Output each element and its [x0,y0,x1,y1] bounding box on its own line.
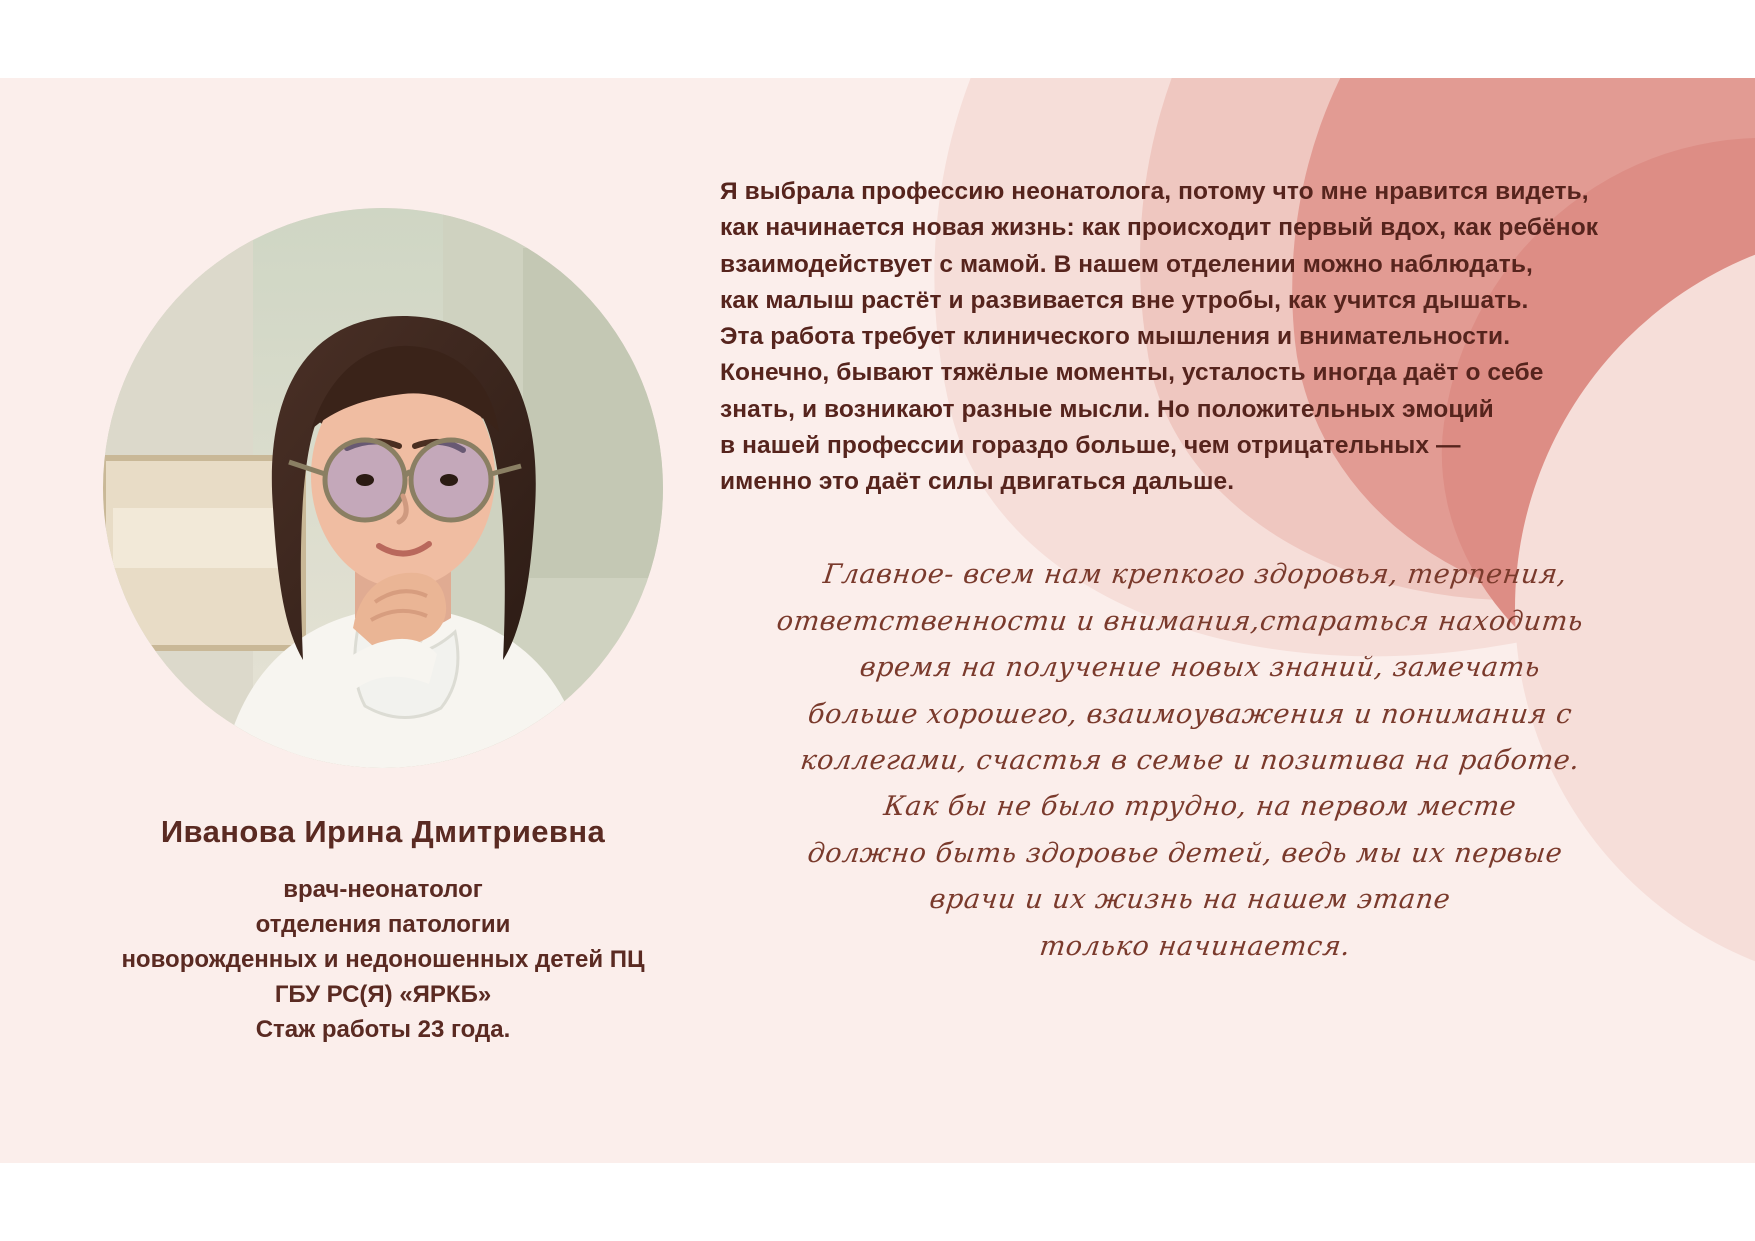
doctor-role-line-4: ГБУ РС(Я) «ЯРКБ» [274,981,492,1009]
quote-line-5: Эта работа требует клинического мышления и внимательности. [720,323,1511,350]
doctor-photo [103,208,663,768]
doctor-role [38,872,728,1047]
handwritten-line-8: врачи и их жизнь на нашем этапе [927,884,1453,916]
doctor-role-line-2: отделения патологии [255,911,511,939]
quote-line-7: знать, и возникают разные мысли. Но положительных эмоций [720,395,1494,423]
doctor-role-line-5: Стаж работы 23 года. [255,1016,511,1044]
quote-line-6: Конечно, бывают тяжёлые моменты, усталость иногда даёт о себе [720,359,1544,387]
quote-line-9: именно это даёт силы двигаться дальше. [720,468,1235,495]
doctor-name: Иванова Ирина Дмитриевна [160,814,606,849]
quote-line-2: как начинается новая жизнь: как происходит первый вдох, как ребёнок [720,214,1599,242]
quote-line-1: Я выбрала профессию неонатолога, потому что мне нравится видеть, [720,178,1589,205]
doctor-photo-circle [103,208,663,768]
handwritten-wish-text [720,552,1650,970]
handwritten-line-7: должно быть здоровье детей, ведь мы их первые [805,837,1565,869]
doctor-profile-column [38,208,728,1047]
doctor-role-line-1: врач-неонатолог [283,876,483,903]
handwritten-line-2: ответственности и внимания,стараться находить [775,605,1586,637]
quote-text [720,174,1650,500]
quote-line-3: взаимодействует с мамой. В нашем отделении можно наблюдать, [720,250,1533,278]
doctor-role-line-3: новорожденных и недоношенных детей ПЦ [121,946,645,974]
handwritten-line-9: только начинается. [1037,930,1353,962]
handwritten-line-4: больше хорошего, взаимоуважения и понимания с [806,698,1574,730]
quote-line-4: как малыш растёт и развивается вне утробы, как учится дышать. [720,286,1529,314]
quote-line-8: в нашей профессии гораздо больше, чем отрицательных — [720,431,1461,459]
handwritten-line-6: Как бы не было трудно, на первом месте [881,791,1519,823]
doctor-photo-illustration [103,208,663,768]
poster-card [0,78,1755,1163]
quote-column [720,174,1650,970]
handwritten-line-3: время на получение новых знаний, замечать [858,652,1543,684]
handwritten-line-1: Главное- всем нам крепкого здоровья, терпения, [821,559,1569,591]
handwritten-line-5: коллегами, счастья в семье и позитива на работе. [798,745,1582,776]
